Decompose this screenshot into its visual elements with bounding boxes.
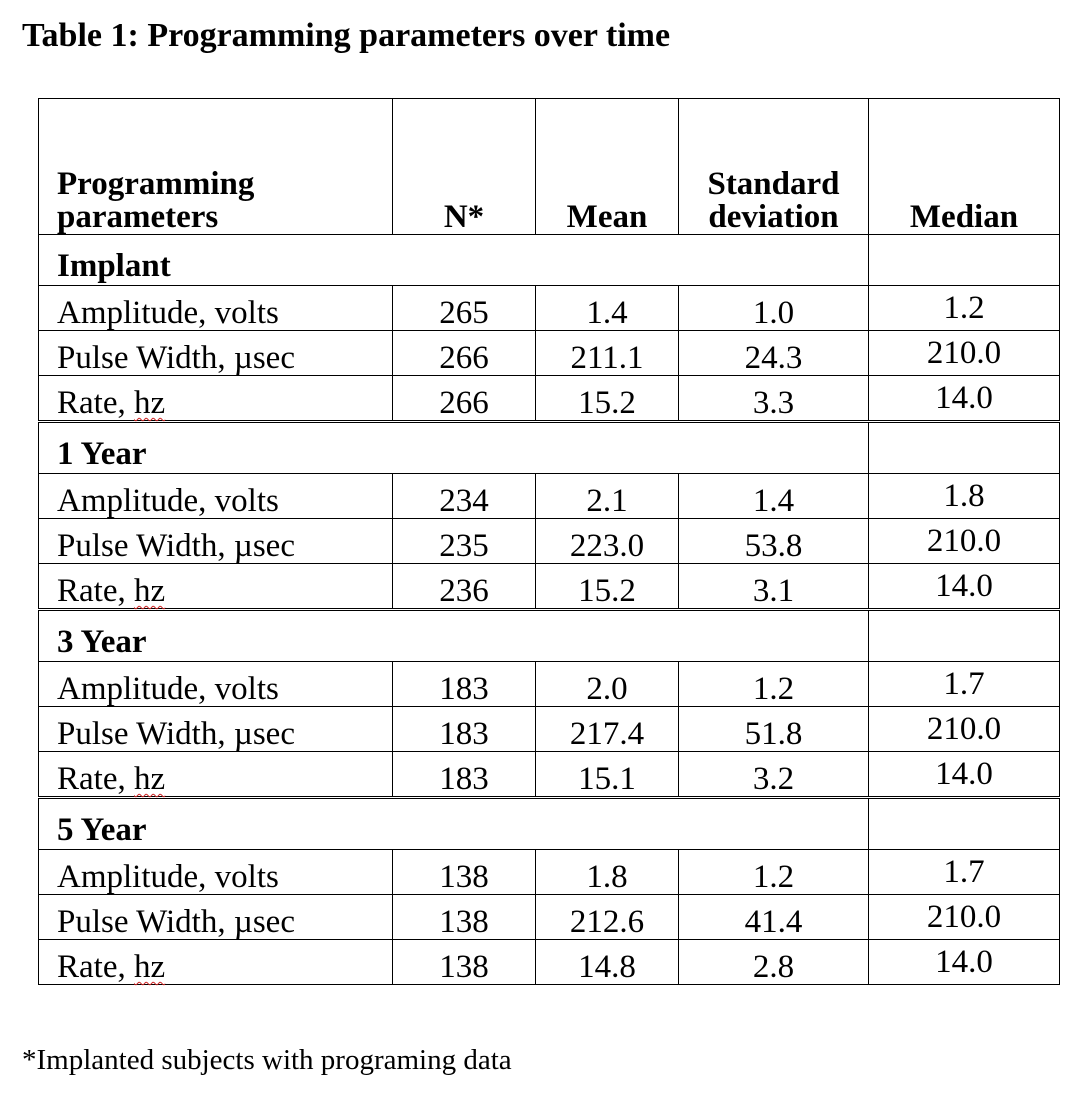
cell-median: 210.0 [869,895,1060,940]
cell-standard-deviation: 3.2 [679,752,869,798]
cell-n: 235 [393,519,536,564]
section-row [39,422,1060,474]
section-row [39,235,1060,286]
parameter-unit-misspelled: hz [133,573,166,609]
table-row [39,752,1060,798]
cell-mean: 217.4 [536,707,679,752]
cell-mean: 2.1 [536,474,679,519]
cell-parameter: Amplitude, volts [39,662,393,707]
table-body [39,235,1060,985]
header-n: N* [393,99,536,235]
parameter-unit-misspelled: hz [133,385,166,421]
header-standard-deviation [679,99,869,235]
parameter-unit-misspelled: hz [133,761,166,797]
cell-standard-deviation: 51.8 [679,707,869,752]
cell-standard-deviation: 41.4 [679,895,869,940]
cell-mean: 15.2 [536,564,679,610]
cell-median: 210.0 [869,331,1060,376]
cell-n: 183 [393,662,536,707]
cell-median: 14.0 [869,376,1060,422]
table-row [39,474,1060,519]
parameter-label: Rate, [57,385,134,421]
table-title: Table 1: Programming parameters over time [22,17,671,54]
cell-parameter: Pulse Width, µsec [39,331,393,376]
section-label: 5 Year [39,798,869,850]
cell-n: 234 [393,474,536,519]
cell-n: 138 [393,850,536,895]
header-sd-line1: Standard [707,166,840,202]
table-row [39,564,1060,610]
section-median-cell [869,798,1060,850]
table-row [39,940,1060,985]
cell-n: 138 [393,895,536,940]
header-mean: Mean [536,99,679,235]
cell-median: 1.8 [869,474,1060,519]
section-label: 1 Year [39,422,869,474]
cell-median: 14.0 [869,940,1060,985]
cell-standard-deviation: 53.8 [679,519,869,564]
section-label: Implant [39,235,869,286]
section-row [39,610,1060,662]
cell-standard-deviation: 3.1 [679,564,869,610]
cell-median: 1.2 [869,286,1060,331]
cell-standard-deviation: 1.2 [679,850,869,895]
table-row [39,286,1060,331]
parameter-label: Rate, [57,949,134,985]
parameter-label: Rate, [57,761,134,797]
cell-standard-deviation: 1.2 [679,662,869,707]
cell-median: 14.0 [869,752,1060,798]
cell-n: 236 [393,564,536,610]
cell-n: 183 [393,752,536,798]
cell-standard-deviation: 3.3 [679,376,869,422]
cell-mean: 15.2 [536,376,679,422]
cell-standard-deviation: 2.8 [679,940,869,985]
cell-mean: 223.0 [536,519,679,564]
cell-median: 14.0 [869,564,1060,610]
cell-parameter: Pulse Width, µsec [39,707,393,752]
cell-mean: 211.1 [536,331,679,376]
cell-mean: 212.6 [536,895,679,940]
cell-parameter [39,564,393,610]
table-row [39,707,1060,752]
cell-parameter [39,752,393,798]
cell-mean: 1.4 [536,286,679,331]
cell-median: 210.0 [869,707,1060,752]
cell-parameter: Amplitude, volts [39,474,393,519]
programming-parameters-table [38,98,1060,985]
header-param-line1: Programming [57,166,255,202]
cell-median: 210.0 [869,519,1060,564]
cell-mean: 14.8 [536,940,679,985]
table-row [39,519,1060,564]
cell-mean: 15.1 [536,752,679,798]
cell-n: 266 [393,331,536,376]
cell-median: 1.7 [869,662,1060,707]
cell-parameter: Amplitude, volts [39,850,393,895]
cell-parameter [39,940,393,985]
parameter-label: Rate, [57,573,134,609]
header-param-line2: parameters [57,199,219,235]
section-median-cell [869,610,1060,662]
header-programming-parameters [39,99,393,235]
cell-median: 1.7 [869,850,1060,895]
cell-standard-deviation: 24.3 [679,331,869,376]
cell-n: 265 [393,286,536,331]
footnote: *Implanted subjects with programing data [22,1044,512,1076]
section-row [39,798,1060,850]
cell-parameter: Pulse Width, µsec [39,895,393,940]
cell-n: 138 [393,940,536,985]
table-row [39,376,1060,422]
header-median: Median [869,99,1060,235]
cell-mean: 2.0 [536,662,679,707]
cell-n: 183 [393,707,536,752]
cell-standard-deviation: 1.0 [679,286,869,331]
section-median-cell [869,422,1060,474]
header-sd-line2: deviation [708,199,839,235]
cell-n: 266 [393,376,536,422]
section-label: 3 Year [39,610,869,662]
cell-mean: 1.8 [536,850,679,895]
table-row [39,662,1060,707]
section-median-cell [869,235,1060,286]
cell-standard-deviation: 1.4 [679,474,869,519]
table-row [39,895,1060,940]
table-row [39,331,1060,376]
cell-parameter [39,376,393,422]
cell-parameter: Amplitude, volts [39,286,393,331]
parameter-unit-misspelled: hz [133,949,166,985]
header-row [39,99,1060,235]
cell-parameter: Pulse Width, µsec [39,519,393,564]
table-row [39,850,1060,895]
